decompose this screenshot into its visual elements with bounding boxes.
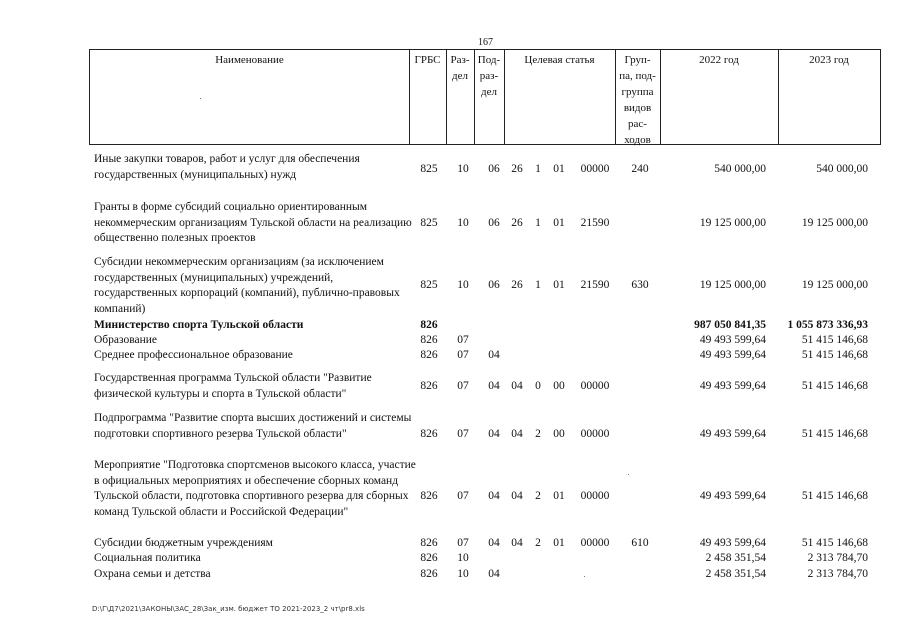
row-t4: 00000 [580, 163, 610, 175]
row-pod: 04 [488, 490, 500, 502]
row-y2023: 1 055 873 336,93 [787, 319, 868, 331]
row-grbs: 826 [420, 552, 438, 564]
row-vr: 630 [631, 279, 649, 291]
row-y2022: 19 125 000,00 [699, 217, 766, 229]
row-vr: 610 [631, 537, 649, 549]
row-y2023: 19 125 000,00 [801, 217, 868, 229]
row-t3: 00 [553, 380, 565, 392]
header-2023: 2023 год [809, 54, 849, 66]
row-name: Подпрограмма "Развитие спорта высших достижений и системы подготовки спортивного резерва Тульской области" [94, 412, 412, 440]
row-y2023: 2 313 784,70 [807, 552, 868, 564]
row-name: Иные закупки товаров, работ и услуг для обеспечения государственных (муниципальных) нужд [94, 153, 360, 181]
row-raz: 10 [457, 568, 469, 580]
row-raz: 10 [457, 279, 469, 291]
row-t3: 00 [553, 428, 565, 440]
scan-speck [584, 576, 585, 577]
row-grbs: 826 [420, 380, 438, 392]
row-grbs: 826 [420, 568, 438, 580]
row-pod: 04 [488, 568, 500, 580]
row-t4: 21590 [580, 279, 610, 291]
row-t1: 26 [511, 279, 523, 291]
row-name: Социальная политика [94, 552, 201, 564]
row-raz: 10 [457, 163, 469, 175]
row-t4: 00000 [580, 380, 610, 392]
row-t4: 00000 [580, 537, 610, 549]
row-pod: 04 [488, 380, 500, 392]
row-grbs: 826 [420, 334, 438, 346]
row-pod: 06 [488, 279, 500, 291]
row-pod: 06 [488, 217, 500, 229]
header-podrazdel-line: Под- [477, 54, 501, 66]
row-y2022: 49 493 599,64 [699, 349, 766, 361]
row-y2022: 2 458 351,54 [705, 568, 766, 580]
row-y2022: 19 125 000,00 [699, 279, 766, 291]
row-name: Субсидии некоммерческим организациям (за исключением государственных (муниципальных) учреждений, государственных корпораций (компаний), публично-правовых компаний) [94, 256, 400, 315]
row-t3: 01 [553, 490, 565, 502]
row-vr: 240 [631, 163, 649, 175]
row-y2022: 49 493 599,64 [699, 490, 766, 502]
header-podrazdel-line: дел [481, 86, 497, 98]
row-raz: 07 [457, 428, 469, 440]
row-grbs: 825 [420, 163, 438, 175]
table-header [89, 49, 881, 145]
row-y2023: 540 000,00 [816, 163, 868, 175]
header-grbs: ГРБС [414, 54, 441, 66]
row-y2022: 540 000,00 [714, 163, 766, 175]
row-t1: 26 [511, 217, 523, 229]
row-grbs: 826 [420, 319, 438, 331]
row-pod: 06 [488, 163, 500, 175]
header-target: Целевая статья [524, 54, 595, 66]
header-vr-line: рас- [628, 118, 647, 130]
row-name: Гранты в форме субсидий социально ориентированным некоммерческим организациям Тульской области на реализацию общественно полезных проектов [94, 201, 412, 244]
row-pod: 04 [488, 428, 500, 440]
row-y2022: 49 493 599,64 [699, 428, 766, 440]
row-name: Мероприятие "Подготовка спортсменов высокого класса, участие в официальных мероприятиях и обеспечение сборных команд Тульской области, подготовка спортивного резерва для сборных команд Тульской области и Российской Федерации" [94, 459, 416, 518]
row-raz: 07 [457, 537, 469, 549]
row-t2: 2 [535, 537, 541, 549]
row-y2023: 2 313 784,70 [807, 568, 868, 580]
row-t1: 04 [511, 380, 523, 392]
header-vr [615, 52, 660, 148]
row-t1: 26 [511, 163, 523, 175]
row-raz: 07 [457, 334, 469, 346]
row-raz: 10 [457, 552, 469, 564]
row-y2023: 51 415 146,68 [801, 490, 868, 502]
header-podrazdel-line: раз- [479, 70, 499, 82]
row-t1: 04 [511, 537, 523, 549]
row-t3: 01 [553, 163, 565, 175]
row-t4: 00000 [580, 490, 610, 502]
header-razdel-line: дел [452, 70, 468, 82]
row-y2022: 49 493 599,64 [699, 537, 766, 549]
row-name: Среднее профессиональное образование [94, 349, 293, 361]
row-t4: 00000 [580, 428, 610, 440]
row-grbs: 826 [420, 490, 438, 502]
header-razdel-line: Раз- [450, 54, 470, 66]
row-name: Образование [94, 334, 158, 346]
row-y2022: 987 050 841,35 [694, 319, 766, 331]
row-t4: 21590 [580, 217, 610, 229]
row-y2023: 51 415 146,68 [801, 334, 868, 346]
row-t3: 01 [553, 279, 565, 291]
row-pod: 04 [488, 349, 500, 361]
row-grbs: 826 [420, 537, 438, 549]
file-path-footer: D:\Г\Д7\2021\ЗАКОНЫ\ЗАС_28\Зак_изм. бюджет ТО 2021-2023_2 чт\pr8.xls [92, 605, 365, 613]
header-vr-line: ходов [624, 134, 651, 146]
row-t2: 1 [535, 279, 541, 291]
row-t2: 0 [535, 380, 541, 392]
row-pod: 04 [488, 537, 500, 549]
row-raz: 07 [457, 380, 469, 392]
row-y2023: 51 415 146,68 [801, 428, 868, 440]
row-y2022: 49 493 599,64 [699, 334, 766, 346]
row-t2: 1 [535, 217, 541, 229]
row-grbs: 825 [420, 279, 438, 291]
row-name: Министерство спорта Тульской области [94, 319, 304, 331]
scan-speck [628, 474, 629, 475]
row-t1: 04 [511, 428, 523, 440]
row-t1: 04 [511, 490, 523, 502]
row-t3: 01 [553, 217, 565, 229]
header-2022: 2022 год [699, 54, 739, 66]
row-y2023: 51 415 146,68 [801, 380, 868, 392]
row-y2022: 49 493 599,64 [699, 380, 766, 392]
header-vr-line: группа [621, 86, 654, 98]
header-vr-line: па, под- [619, 70, 656, 82]
row-grbs: 825 [420, 217, 438, 229]
row-t2: 2 [535, 490, 541, 502]
row-raz: 07 [457, 349, 469, 361]
row-raz: 07 [457, 490, 469, 502]
row-grbs: 826 [420, 428, 438, 440]
row-y2022: 2 458 351,54 [705, 552, 766, 564]
header-podrazdel [474, 52, 504, 100]
header-name: Наименование [215, 54, 284, 66]
row-name: Государственная программа Тульской области "Развитие физической культуры и спорта в Тульской области" [94, 372, 372, 400]
page-number: 167 [478, 37, 493, 48]
row-name: Охрана семьи и детства [94, 568, 211, 580]
header-vr-line: видов [623, 102, 652, 114]
row-y2023: 51 415 146,68 [801, 537, 868, 549]
row-t2: 2 [535, 428, 541, 440]
header-vr-line: Груп- [624, 54, 651, 66]
header-razdel [446, 52, 474, 84]
row-raz: 10 [457, 217, 469, 229]
row-t3: 01 [553, 537, 565, 549]
row-name: Субсидии бюджетным учреждениям [94, 537, 273, 549]
scan-speck [200, 98, 201, 99]
row-y2023: 19 125 000,00 [801, 279, 868, 291]
row-t2: 1 [535, 163, 541, 175]
row-y2023: 51 415 146,68 [801, 349, 868, 361]
row-grbs: 826 [420, 349, 438, 361]
